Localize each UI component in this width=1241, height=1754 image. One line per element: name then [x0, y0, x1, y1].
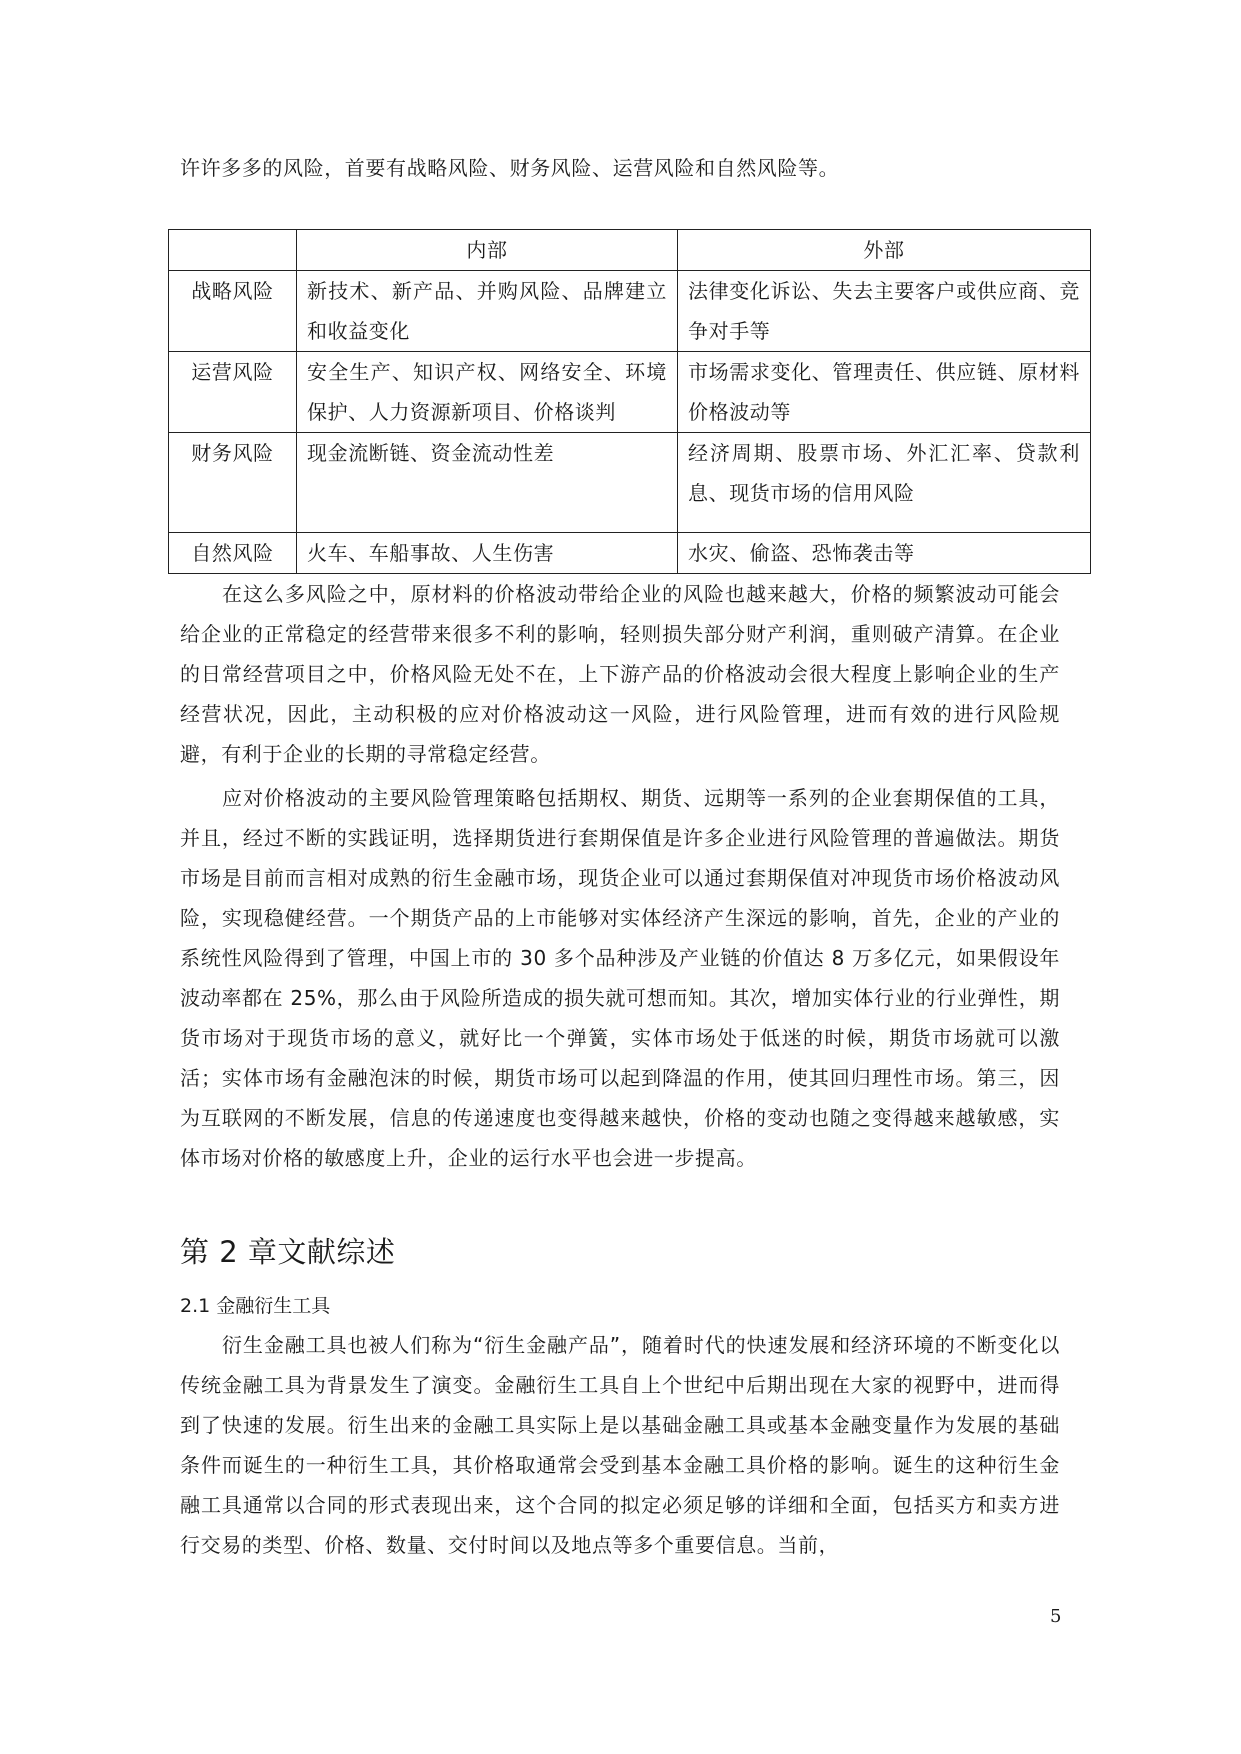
external-risk-cell: 经济周期、股票市场、外汇汇率、贷款利息、现货市场的信用风险 — [678, 433, 1091, 533]
external-risk-cell: 水灾、偷盗、恐怖袭击等 — [678, 533, 1091, 574]
body-paragraph: 在这么多风险之中，原材料的价格波动带给企业的风险也越来越大，价格的频繁波动可能会给企业的正常稳定的经营带来很多不利的影响，轻则损失部分财产利润，重则破产清算。在企业的日常经营项目之中，价格风险无处不在，上下游产品的价格波动会很大程度上影响企业的生产经营状况，因此，主动积极的应对价格波动这一风险，进行风险管理，进而有效的进行风险规避，有利于企业的长期的寻常稳定经营。 — [180, 582, 1060, 766]
table-row — [169, 533, 1091, 574]
chapter-heading: 第 2 章文献综述 — [180, 1235, 396, 1269]
risk-table — [168, 229, 1091, 574]
header-blank-cell — [169, 230, 297, 271]
table-row — [169, 271, 1091, 352]
internal-risk-cell: 火车、车船事故、人生伤害 — [297, 533, 678, 574]
risk-category: 运营风险 — [169, 352, 297, 433]
header-internal: 内部 — [297, 230, 678, 271]
risk-table-header-row — [169, 230, 1091, 271]
body-paragraph: 应对价格波动的主要风险管理策略包括期权、期货、远期等一系列的企业套期保值的工具，并且，经过不断的实践证明，选择期货进行套期保值是许多企业进行风险管理的普遍做法。期货市场是目前而言相对成熟的衍生金融市场，现货企业可以通过套期保值对冲现货市场价格波动风险，实现稳健经营。一个期货产品的上市能够对实体经济产生深远的影响，首先，企业的产业的系统性风险得到了管理，中国上市的 30 多个品种涉及产业链的价值达 8 万多亿元，如果假设年波动率都在 25%，那么由于风险所造成的损失就可想而知。其次，增加实体行业的行业弹性，期货市场对于现货市场的意义，就好比一个弹簧，实体市场处于低迷的时候，期货市场就可以激活；实体市场有金融泡沫的时候，期货市场可以起到降温的作用，使其回归理性市场。第三，因为互联网的不断发展，信息的传递速度也变得越来越快，价格的变动也随之变得越来越敏感，实体市场对价格的敏感度上升，企业的运行水平也会进一步提高。 — [180, 786, 1060, 1170]
page-number: 5 — [1050, 1606, 1062, 1627]
risk-category: 战略风险 — [169, 271, 297, 352]
internal-risk-cell: 安全生产、知识产权、网络安全、环境保护、人力资源新项目、价格谈判 — [297, 352, 678, 433]
risk-category: 财务风险 — [169, 433, 297, 533]
intro-line: 许许多多的风险，首要有战略风险、财务风险、运营风险和自然风险等。 — [180, 156, 840, 180]
internal-risk-cell: 新技术、新产品、并购风险、品牌建立和收益变化 — [297, 271, 678, 352]
body-paragraph: 衍生金融工具也被人们称为“衍生金融产品”，随着时代的快速发展和经济环境的不断变化以传统金融工具为背景发生了演变。金融衍生工具自上个世纪中后期出现在大家的视野中，进而得到了快速的发展。衍生出来的金融工具实际上是以基础金融工具或基本金融变量作为发展的基础条件而诞生的一种衍生工具，其价格取通常会受到基本金融工具价格的影响。诞生的这种衍生金融工具通常以合同的形式表现出来，这个合同的拟定必须足够的详细和全面，包括买方和卖方进行交易的类型、价格、数量、交付时间以及地点等多个重要信息。当前， — [180, 1333, 1060, 1557]
external-risk-cell: 市场需求变化、管理责任、供应链、原材料价格波动等 — [678, 352, 1091, 433]
header-external: 外部 — [678, 230, 1091, 271]
external-risk-cell: 法律变化诉讼、失去主要客户或供应商、竞争对手等 — [678, 271, 1091, 352]
section-heading: 2.1 金融衍生工具 — [180, 1295, 331, 1317]
table-row — [169, 352, 1091, 433]
risk-category: 自然风险 — [169, 533, 297, 574]
table-row — [169, 433, 1091, 533]
internal-risk-cell: 现金流断链、资金流动性差 — [297, 433, 678, 533]
